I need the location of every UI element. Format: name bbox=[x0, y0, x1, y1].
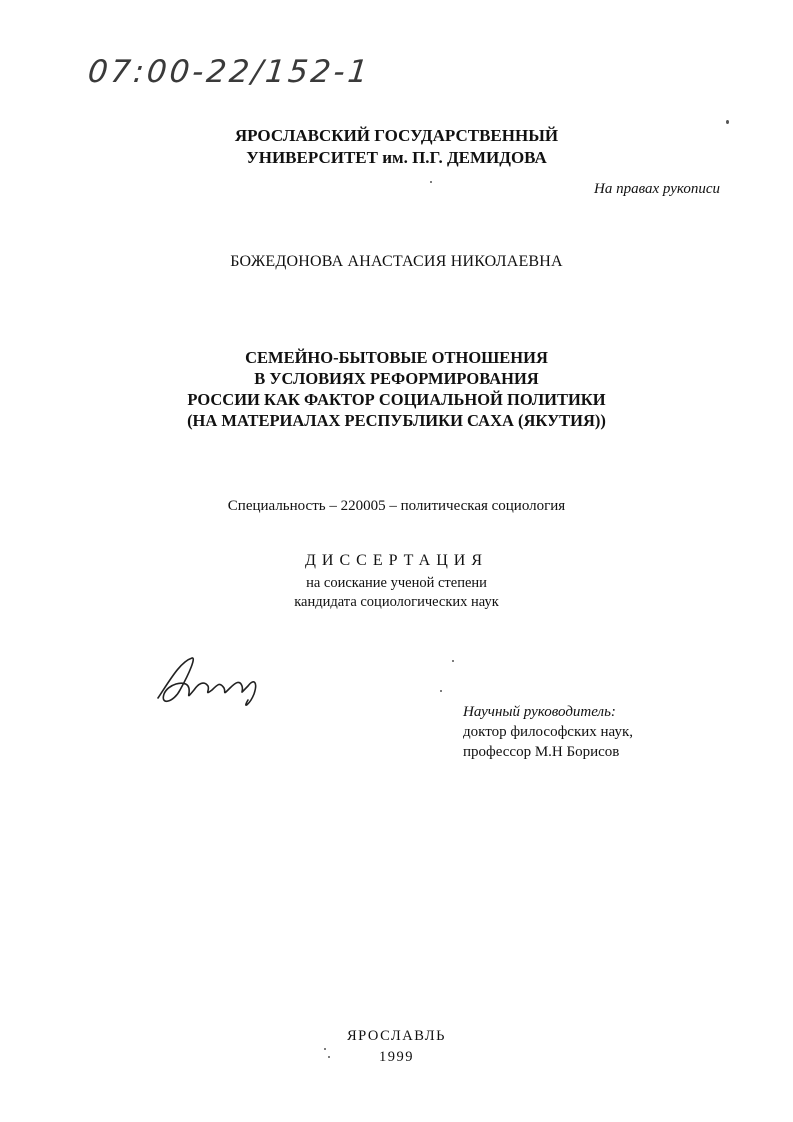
university-line-2: УНИВЕРСИТЕТ им. П.Г. ДЕМИДОВА bbox=[246, 148, 547, 167]
degree-info bbox=[0, 574, 793, 612]
specialty: Специальность – 220005 – политическая социология bbox=[227, 498, 566, 514]
scan-speck bbox=[452, 660, 454, 662]
title-line-3: РОССИИ КАК ФАКТОР СОЦИАЛЬНОЙ ПОЛИТИКИ bbox=[187, 390, 606, 409]
dissertation-heading: ДИССЕРТАЦИЯ bbox=[305, 552, 488, 569]
title-line-4: (НА МАТЕРИАЛАХ РЕСПУБЛИКИ САХА (ЯКУТИЯ)) bbox=[187, 411, 606, 430]
degree-line-2: кандидата социологических наук bbox=[294, 594, 499, 610]
supervisor-degree: доктор философских наук, bbox=[463, 724, 633, 740]
university-line-1: ЯРОСЛАВСКИЙ ГОСУДАРСТВЕННЫЙ bbox=[234, 126, 559, 145]
archive-number: 07:00-22/152-1 bbox=[86, 54, 373, 90]
university-name bbox=[0, 125, 793, 169]
title-line-1: СЕМЕЙНО-БЫТОВЫЕ ОТНОШЕНИЯ bbox=[245, 348, 548, 367]
supervisor-label: Научный руководитель: bbox=[463, 704, 616, 720]
author-name: БОЖЕДОНОВА АНАСТАСИЯ НИКОЛАЕВНА bbox=[230, 253, 563, 270]
title-line-2: В УСЛОВИЯХ РЕФОРМИРОВАНИЯ bbox=[254, 369, 539, 388]
supervisor-name: профессор М.Н Борисов bbox=[463, 744, 620, 760]
scan-speck bbox=[328, 1056, 330, 1058]
degree-line-1: на соискание ученой степени bbox=[306, 575, 487, 591]
city: ЯРОСЛАВЛЬ bbox=[347, 1028, 446, 1044]
scan-speck bbox=[324, 1048, 326, 1050]
scan-speck bbox=[726, 120, 729, 124]
rights-note: На правах рукописи bbox=[594, 181, 720, 197]
dissertation-title bbox=[0, 347, 793, 431]
scan-speck bbox=[440, 690, 442, 692]
supervisor-block bbox=[463, 702, 633, 762]
scan-speck bbox=[430, 181, 432, 183]
handwritten-signature bbox=[150, 650, 270, 720]
year: 1999 bbox=[379, 1049, 414, 1065]
